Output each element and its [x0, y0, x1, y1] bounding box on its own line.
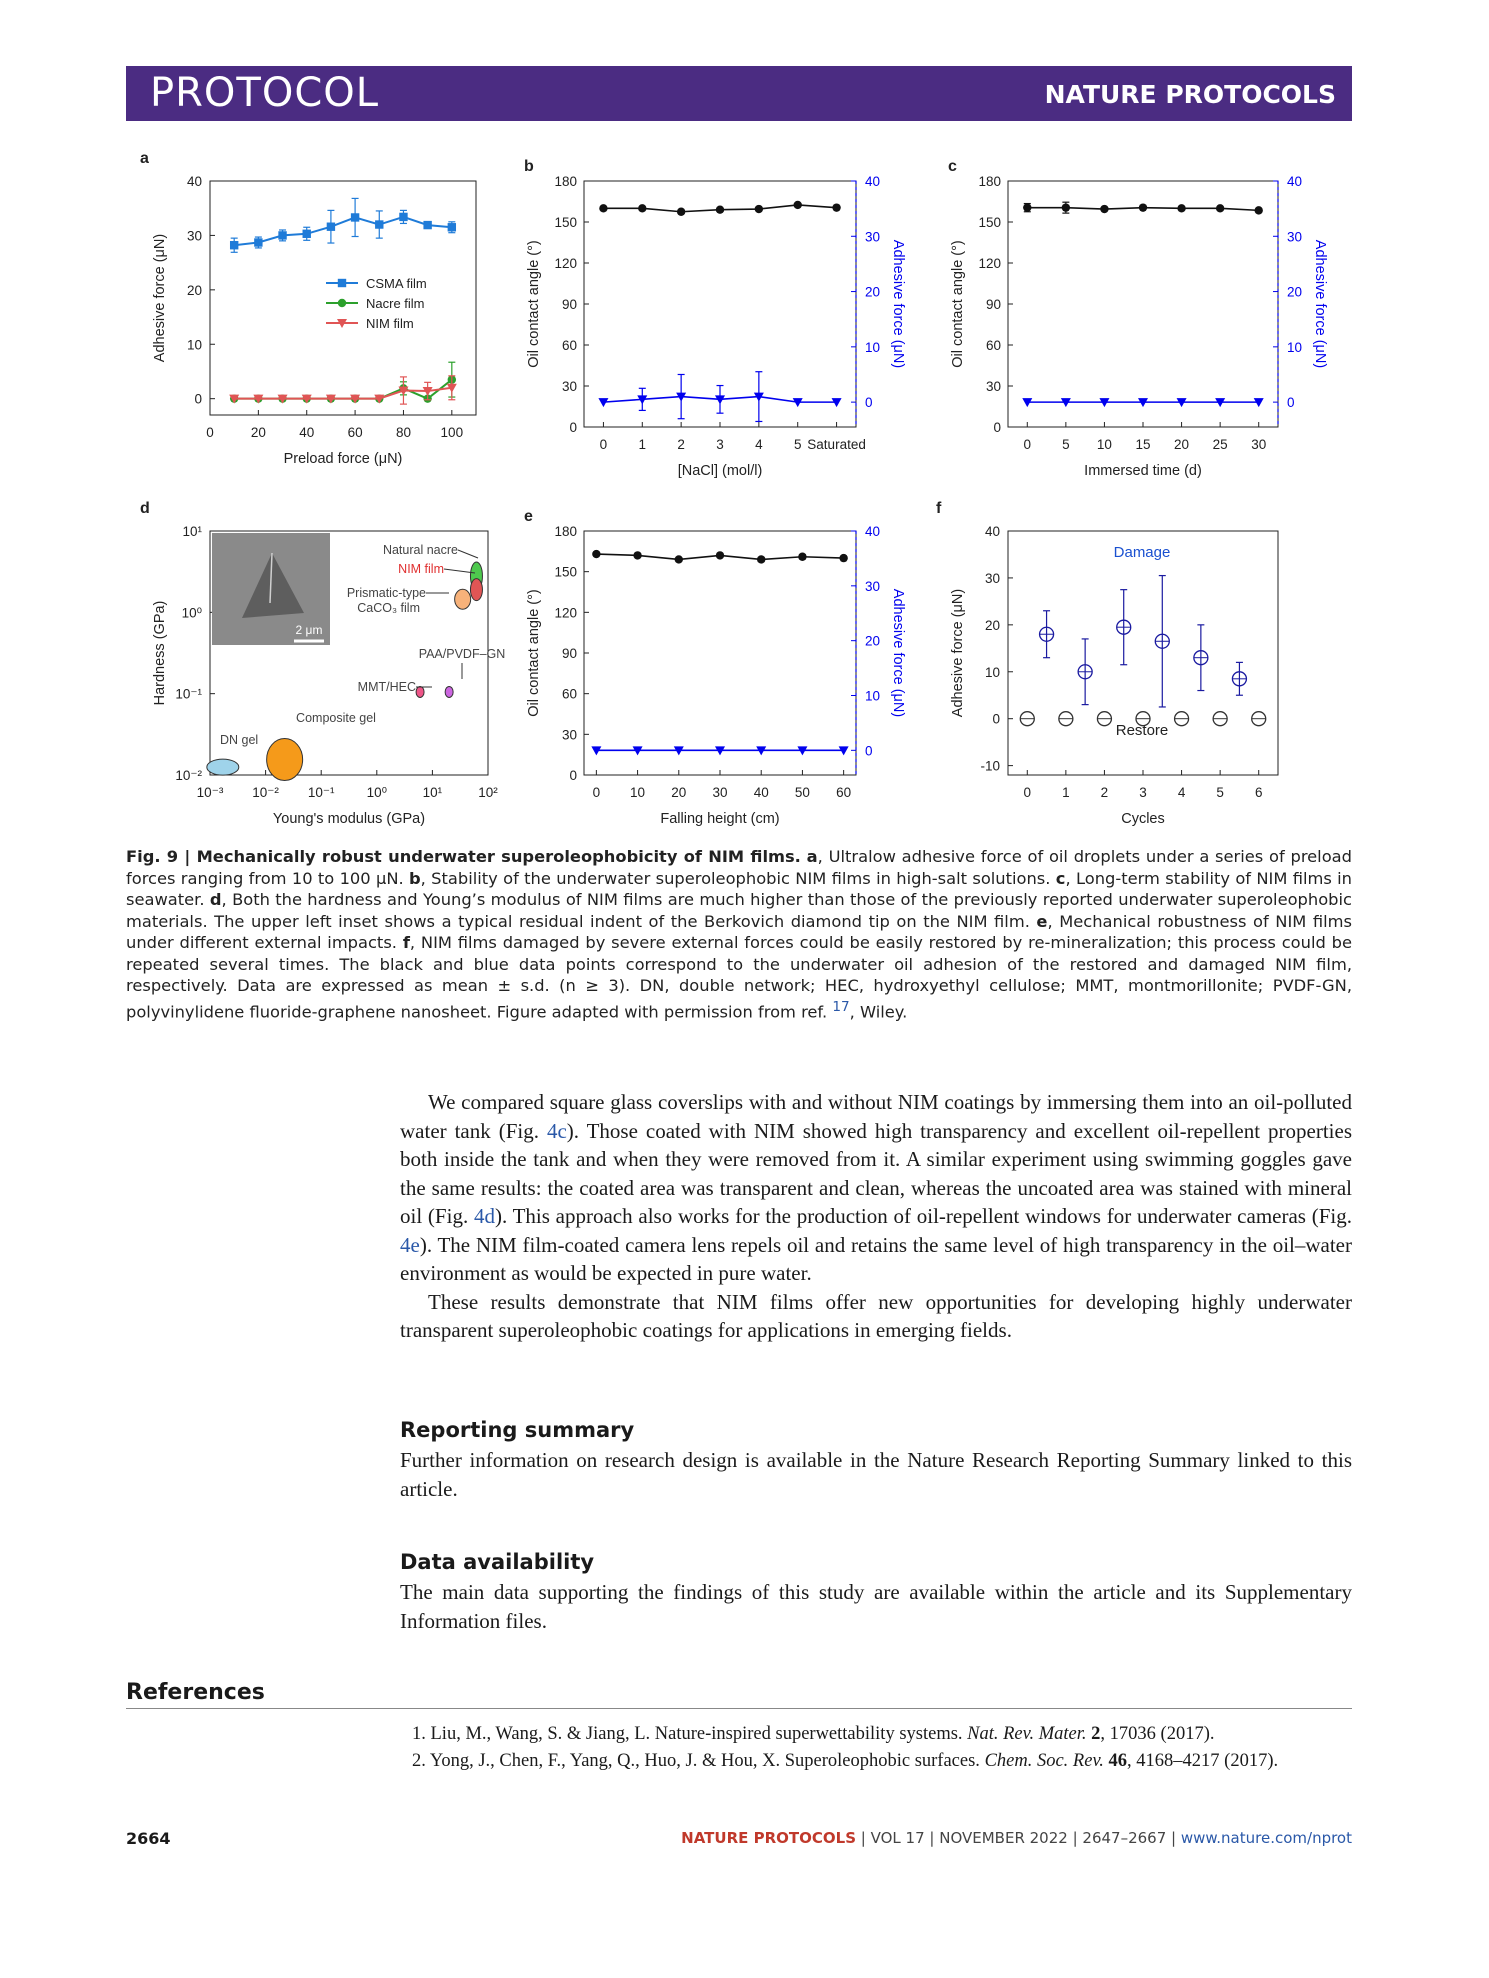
x-axis-label: Young's modulus (GPa) — [272, 811, 426, 827]
x-tick-label: 20 — [250, 425, 266, 440]
data-point — [755, 205, 763, 213]
x-tick-label: 10 — [630, 785, 646, 800]
footer-sep-1: | — [856, 1829, 871, 1847]
y-tick-label: 180 — [554, 174, 577, 189]
x-tick-label: 0 — [1023, 785, 1032, 800]
y2-tick-label: 30 — [865, 229, 881, 245]
data-point — [798, 553, 806, 561]
caption-text-f: , NIM films damaged by severe external forces could be easily restored by re-mineralization; this process could be repeated several times. The black and blue data points correspond to the underwater oil adhesion of the restored and damaged NIM film, respectively. Data are expressed as mean ± s.d. (n ≥ 3). DN, double network; HEC, hydroxyethyl cellulose; MMT, montmorillonite; PVDF-GN, polyvinylidene fluoride-graphene nanosheet. Figure adapted with permission from ref. — [126, 933, 1352, 1021]
y2-tick-label: 10 — [865, 339, 881, 355]
y-tick-label: 10¹ — [182, 524, 202, 539]
data-point — [303, 230, 311, 238]
data-point — [794, 201, 802, 209]
x-tick-label: 2 — [1100, 785, 1109, 800]
paa-label: PAA/PVDF–GN — [418, 647, 506, 661]
x-tick-label: 30 — [712, 785, 728, 800]
x-tick-label: 100 — [440, 425, 464, 440]
fig-4d-link[interactable]: 4d — [473, 1204, 495, 1228]
x-tick-label: 20 — [671, 785, 687, 800]
nim-label: NIM film — [398, 562, 444, 576]
p1-text-d: ). The NIM film-coated camera lens repels oil and retains the same level of high transparency in the oil–water environment as would be expected in pure water. — [400, 1232, 1352, 1285]
x-tick-label: 4 — [1177, 785, 1186, 800]
caption-text-e: , Mechanical robustness of NIM films under different external impacts. — [126, 911, 1352, 952]
panel-letter: e — [524, 508, 533, 525]
ref-2-text: Yong, J., Chen, F., Yang, Q., Huo, J. & Hou, X. Superoleophobic surfaces. — [429, 1751, 985, 1771]
x-tick-label: 30 — [1251, 437, 1267, 452]
footer-sep-3: | — [1067, 1829, 1083, 1847]
caption-letter-a: a — [806, 847, 818, 866]
x-tick-label: 3 — [1139, 785, 1147, 800]
footer-citation — [681, 1829, 1352, 1847]
data-point — [254, 238, 262, 246]
caption-text-a: , Ultralow adhesive force of oil droplets under a series of preload forces ranging from 10 to 100 μN. — [126, 847, 1352, 888]
damage-label: Damage — [1113, 544, 1171, 561]
mmt-label: MMT/HEC — [357, 680, 416, 694]
legend-marker — [338, 279, 346, 287]
reporting-heading: Reporting summary — [400, 1418, 635, 1442]
figure-caption — [126, 846, 1352, 1022]
reference-2 — [412, 1749, 1352, 1774]
data-availability-heading: Data availability — [400, 1550, 595, 1574]
x-tick-label: 1 — [1062, 785, 1070, 800]
y-tick-label: 0 — [194, 391, 202, 407]
x-tick-label: 0 — [206, 425, 214, 440]
data-point — [1216, 204, 1224, 212]
x-tick-label: 10⁻³ — [196, 785, 224, 800]
y-tick-label: 30 — [561, 379, 577, 394]
header-banner — [126, 66, 1352, 121]
panel-letter: b — [524, 158, 534, 175]
legend-label: Nacre film — [366, 296, 425, 311]
x-axis-label: [NaCl] (mol/l) — [677, 463, 763, 479]
data-point — [278, 231, 286, 239]
y-tick-label: 120 — [554, 256, 577, 271]
references-divider — [126, 1708, 1352, 1709]
x-tick-label: 10 — [1096, 437, 1112, 452]
ref-2-number: 2. — [412, 1751, 426, 1771]
paragraph-2: These results demonstrate that NIM films offer new opportunities for developing highly underwater transparent superoleophobic coatings for applications in emerging fields. — [400, 1289, 1352, 1342]
reference-1 — [412, 1722, 1352, 1747]
y-tick-label: 150 — [978, 215, 1001, 230]
section-label: PROTOCOL — [150, 70, 380, 116]
x-axis-label: Immersed time (d) — [1084, 463, 1202, 479]
nacre-label: Natural nacre — [382, 543, 458, 557]
x-tick-label: 80 — [395, 425, 411, 440]
caption-letter-f: f — [402, 933, 410, 952]
ref-2-journal: Chem. Soc. Rev. — [984, 1751, 1104, 1771]
y2-tick-label: 10 — [1287, 339, 1303, 355]
x-tick-label: 60 — [347, 425, 363, 440]
panel-letter: f — [936, 500, 942, 517]
x-tick-label: 40 — [753, 785, 769, 800]
y-tick-label: 10⁰ — [181, 605, 202, 621]
y-tick-label: 30 — [561, 727, 577, 743]
ref-1-pages: , 17036 (2017). — [1100, 1724, 1215, 1744]
y-tick-label: 180 — [978, 174, 1001, 189]
paa-marker — [445, 686, 453, 697]
x-tick-label: 5 — [793, 437, 802, 452]
data-point — [1255, 206, 1263, 214]
x-tick-label: 0 — [1023, 437, 1032, 452]
x-tick-label: Saturated — [807, 437, 866, 452]
restore-label: Restore — [1115, 722, 1169, 739]
prismatic-label-2: CaCO₃ film — [357, 601, 420, 615]
y-axis-label: Hardness (GPa) — [152, 600, 168, 706]
data-point — [1062, 203, 1070, 211]
y-tick-label: -10 — [980, 758, 1000, 774]
ref-1-number: 1. — [412, 1724, 426, 1744]
y-axis-label: Oil contact angle (°) — [950, 240, 966, 368]
y-axis-label: Adhesive force (μN) — [152, 233, 168, 363]
composite-gel-label: Composite gel — [296, 711, 376, 725]
y2-tick-label: 20 — [865, 633, 881, 649]
dn-gel-label: DN gel — [220, 733, 259, 747]
data-point — [757, 555, 765, 563]
data-point — [675, 555, 683, 563]
x-tick-label: 0 — [592, 785, 601, 800]
y2-tick-label: 0 — [865, 395, 873, 411]
y-tick-label: 150 — [554, 215, 577, 230]
figure-9 — [126, 145, 1352, 835]
data-point — [399, 213, 407, 221]
y-tick-label: 90 — [561, 297, 577, 312]
data-point — [839, 554, 847, 562]
y-tick-label: 150 — [554, 564, 577, 580]
y2-axis-label: Adhesive force (μN) — [1312, 239, 1328, 369]
x-tick-label: 0 — [599, 437, 608, 452]
footer-sep-4: | — [1166, 1829, 1181, 1847]
footer-date: NOVEMBER 2022 — [939, 1829, 1068, 1847]
dn-gel-marker — [207, 759, 239, 775]
data-point — [1177, 204, 1185, 212]
data-point — [1023, 203, 1031, 211]
y2-tick-label: 20 — [865, 284, 881, 300]
caption-ref-link[interactable]: 17 — [832, 998, 850, 1015]
y-tick-label: 30 — [186, 228, 202, 244]
prismatic-marker — [455, 589, 471, 609]
footer-url[interactable]: www.nature.com/nprot — [1180, 1829, 1352, 1847]
y-tick-label: 10 — [186, 337, 202, 353]
caption-label: Fig. 9 | Mechanically robust underwater superoleophobicity of NIM films. — [126, 847, 801, 866]
y2-axis-label: Adhesive force (μN) — [890, 239, 906, 369]
ref-1-journal: Nat. Rev. Mater. — [967, 1724, 1087, 1744]
y2-tick-label: 10 — [865, 688, 881, 704]
reference-list — [412, 1722, 1352, 1776]
y-tick-label: 0 — [569, 768, 577, 783]
caption-text-c: , Long-term stability of NIM films in seawater. — [126, 868, 1352, 909]
y-tick-label: 30 — [984, 570, 1000, 586]
legend-label: NIM film — [366, 316, 414, 331]
y-tick-label: 20 — [186, 282, 202, 298]
caption-letter-d: d — [209, 890, 222, 909]
nim-marker — [470, 579, 482, 601]
x-axis-label: Preload force (μN) — [283, 451, 403, 467]
paragraph-1 — [400, 1088, 1352, 1288]
x-tick-label: 6 — [1254, 785, 1263, 800]
data-point — [423, 221, 431, 229]
journal-label: NATURE PROTOCOLS — [1044, 80, 1336, 109]
y-tick-label: 10⁻¹ — [175, 686, 202, 702]
body-text — [400, 1088, 1352, 1345]
series-line-1 — [234, 380, 452, 399]
data-point — [1139, 203, 1147, 211]
data-point — [633, 551, 641, 559]
x-tick-label: 3 — [716, 437, 724, 452]
y-tick-label: 0 — [993, 420, 1001, 435]
y-tick-label: 90 — [561, 646, 577, 661]
x-tick-label: 40 — [299, 425, 315, 440]
data-point — [448, 223, 456, 231]
x-tick-label: 5 — [1062, 437, 1070, 452]
p1-text-b: ). Those coated with NIM showed high transparency and excellent oil-repellent properties both inside the tank and when they were removed from it. A similar experiment using swimming goggles gave the same results: the coated area was transparent and clean, whereas the uncoated area was stained with mineral oil (Fig. — [400, 1118, 1353, 1228]
plot-frame — [1008, 181, 1278, 427]
x-tick-label: 2 — [677, 437, 685, 452]
x-tick-label: 20 — [1174, 437, 1190, 452]
y-tick-label: 20 — [984, 617, 1000, 633]
caption-end: , Wiley. — [849, 1001, 908, 1021]
footer-journal: NATURE PROTOCOLS — [681, 1829, 857, 1847]
panel-letter: c — [948, 158, 957, 175]
ref-1-volume: 2 — [1091, 1724, 1101, 1744]
legend-label: CSMA film — [366, 276, 427, 291]
data-point — [351, 213, 359, 221]
footer-volume: VOL 17 — [870, 1829, 925, 1847]
caption-letter-b: b — [409, 868, 421, 888]
x-tick-label: 10⁻¹ — [307, 785, 335, 800]
y-tick-label: 60 — [985, 338, 1001, 353]
panel-letter: d — [140, 500, 150, 517]
y2-tick-label: 20 — [1287, 284, 1303, 300]
x-axis-label: Falling height (cm) — [660, 811, 780, 827]
caption-text-d: , Both the hardness and Young’s modulus of NIM films are much higher than those of the previously reported underwater superoleophobic materials. The upper left inset shows a typical residual indent of the Berkovich diamond tip on the NIM film. — [126, 890, 1352, 931]
y-tick-label: 180 — [554, 524, 577, 539]
y-tick-label: 40 — [984, 524, 1000, 539]
caption-letter-c: c — [1055, 868, 1066, 888]
reporting-text: Further information on research design is available in the Nature Research Reporting Summary linked to this article. — [400, 1448, 1352, 1501]
plot-frame — [584, 531, 856, 775]
x-tick-label: 50 — [794, 785, 810, 800]
composite-gel-marker — [267, 739, 303, 781]
y-tick-label: 10 — [984, 664, 1000, 680]
y2-tick-label: 40 — [1287, 174, 1303, 189]
y2-tick-label: 40 — [865, 174, 881, 189]
ref-1-text: Liu, M., Wang, S. & Jiang, L. Nature-inspired superwettability systems. — [430, 1724, 968, 1744]
caption-text-b: , Stability of the underwater superoleophobic NIM films in high-salt solutions. — [420, 868, 1056, 888]
series-line-2 — [234, 388, 452, 399]
fig-4c-link[interactable]: 4c — [546, 1118, 567, 1143]
data-point — [716, 551, 724, 559]
x-tick-label: 10⁰ — [366, 785, 388, 800]
data-point — [327, 223, 335, 231]
y-tick-label: 60 — [561, 686, 577, 702]
y-tick-label: 0 — [992, 711, 1000, 727]
x-tick-label: 15 — [1135, 437, 1151, 452]
data-point — [638, 204, 646, 212]
y-tick-label: 10⁻² — [175, 768, 202, 783]
y-tick-label: 0 — [569, 420, 577, 435]
p1-text-a: We compared square glass coverslips with and without NIM coatings by immersing them into an oil-polluted water tank (Fig. — [400, 1090, 1352, 1143]
x-tick-label: 1 — [638, 437, 647, 452]
plot-frame — [210, 181, 476, 415]
data-point — [230, 241, 238, 249]
ref-2-volume: 46 — [1108, 1751, 1128, 1771]
x-tick-label: 10¹ — [422, 785, 443, 800]
data-point — [832, 203, 840, 211]
y2-tick-label: 0 — [1287, 395, 1295, 411]
y2-tick-label: 0 — [865, 743, 873, 759]
y-tick-label: 120 — [978, 256, 1001, 271]
x-tick-label: 5 — [1216, 785, 1224, 800]
y-tick-label: 40 — [186, 174, 202, 189]
data-point — [1100, 205, 1108, 213]
y-axis-label: Oil contact angle (°) — [526, 589, 542, 717]
data-point — [677, 208, 685, 216]
series-line-0 — [234, 217, 452, 245]
x-tick-label: 10⁻² — [252, 785, 279, 800]
footer-sep-2: | — [924, 1829, 940, 1847]
arrow-nacre — [458, 550, 478, 558]
data-point — [375, 220, 383, 228]
y-axis-label: Oil contact angle (°) — [526, 240, 542, 368]
ref-2-pages: , 4168–4217 (2017). — [1127, 1751, 1279, 1771]
y-tick-label: 30 — [985, 379, 1001, 394]
footer-pages: 2647–2667 — [1082, 1829, 1167, 1847]
references-heading: References — [126, 1680, 265, 1705]
page-number: 2664 — [126, 1829, 171, 1848]
y-axis-label: Adhesive force (μN) — [950, 588, 966, 718]
data-point — [592, 550, 600, 558]
prismatic-label: Prismatic-type — [346, 586, 426, 600]
x-tick-label: 25 — [1212, 437, 1228, 452]
y2-axis-label: Adhesive force (μN) — [890, 588, 906, 718]
data-point — [599, 204, 607, 212]
x-tick-label: 4 — [755, 437, 763, 452]
x-axis-label: Cycles — [1121, 811, 1165, 827]
x-tick-label: 60 — [836, 785, 852, 800]
y-tick-label: 90 — [985, 297, 1001, 312]
scale-label: 2 μm — [295, 623, 323, 637]
y-tick-label: 120 — [554, 605, 577, 621]
p1-text-c: ). This approach also works for the production of oil-repellent windows for underwater cameras (Fig. — [494, 1204, 1352, 1228]
caption-letter-e: e — [1036, 911, 1048, 931]
data-availability-text: The main data supporting the findings of this study are available within the article and its Supplementary Information files. — [400, 1580, 1352, 1633]
fig-4e-link[interactable]: 4e — [400, 1232, 420, 1257]
y-tick-label: 60 — [561, 338, 577, 353]
y2-tick-label: 30 — [865, 578, 881, 594]
panel-letter: a — [140, 150, 149, 167]
y2-tick-label: 30 — [1287, 229, 1303, 245]
y2-tick-label: 40 — [865, 524, 881, 539]
mmt-marker — [416, 686, 424, 697]
x-tick-label: 10² — [478, 785, 498, 800]
data-point — [716, 206, 724, 214]
legend-marker — [338, 299, 346, 307]
